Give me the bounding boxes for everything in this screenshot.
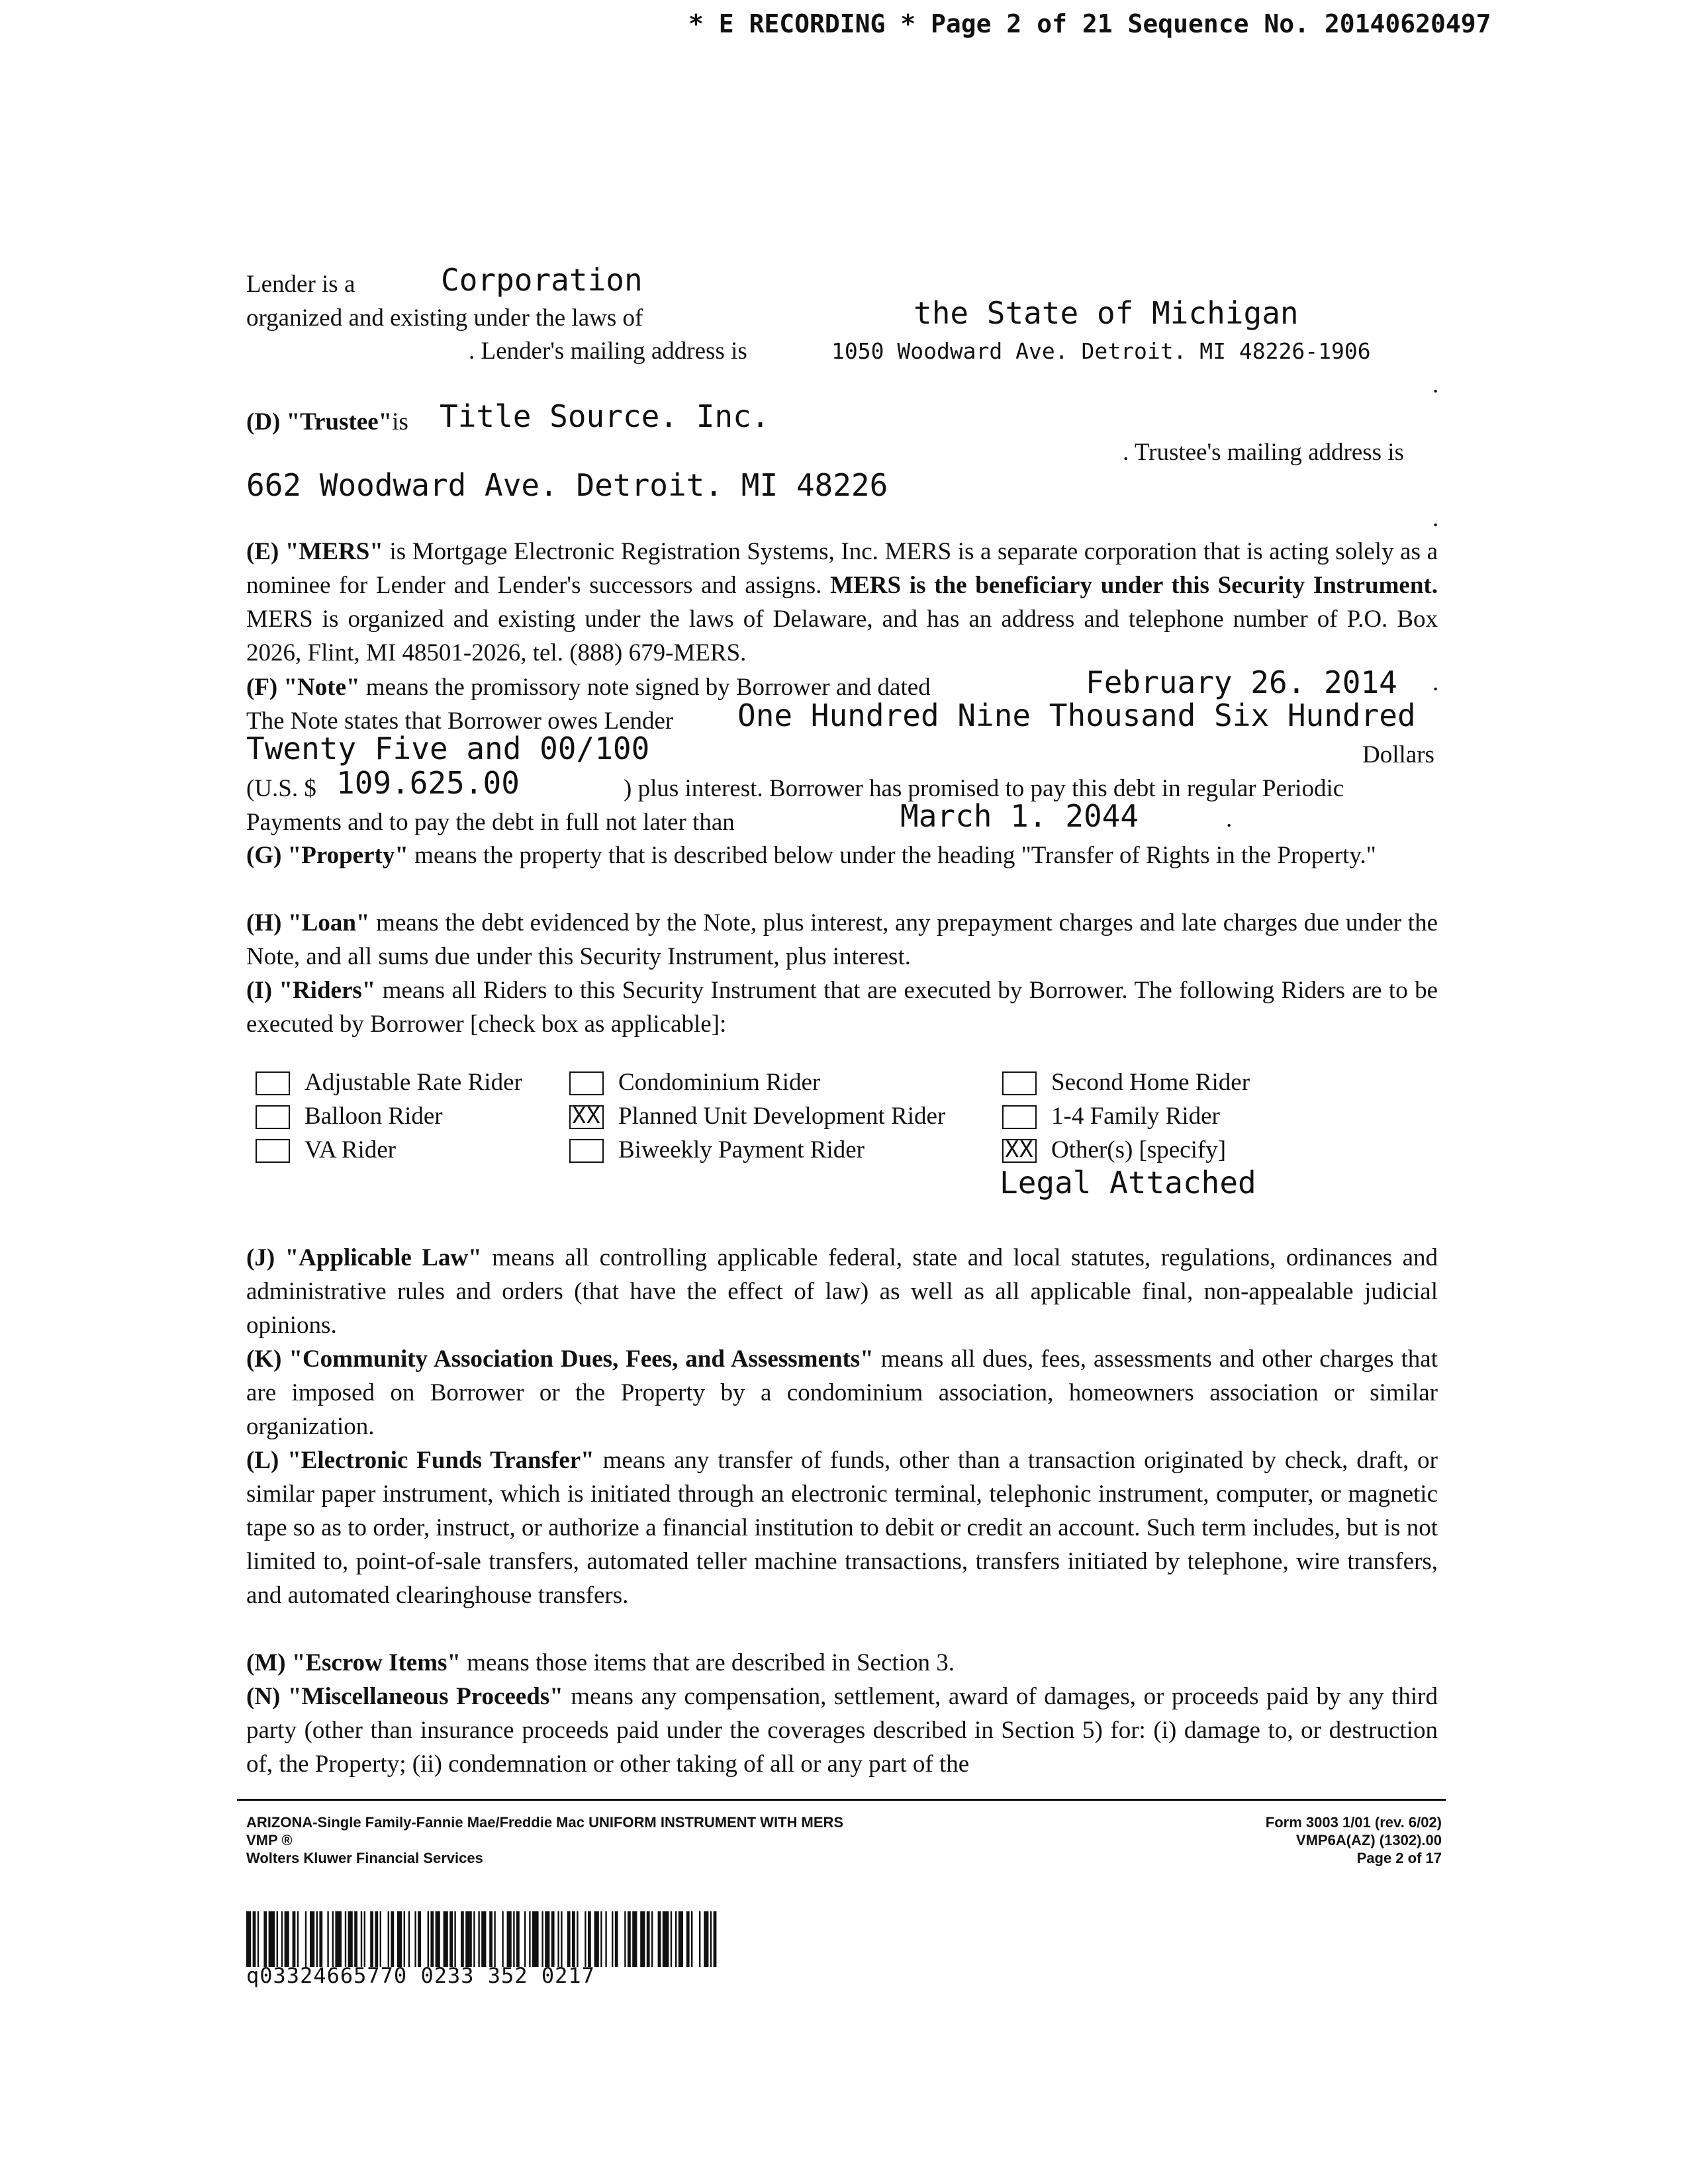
- footer-form-title: ARIZONA-Single Family-Fannie Mae/Freddie Mac UNIFORM INSTRUMENT WITH MERS: [246, 1814, 844, 1831]
- rider-label-condominium: Condominium Rider: [618, 1069, 821, 1096]
- mers-bold: MERS is the beneficiary under this Security Instrument.: [830, 572, 1438, 599]
- checkbox-balloon-rider[interactable]: [256, 1105, 290, 1129]
- community-term: (K) "Community Association Dues, Fees, and Assessments": [246, 1345, 874, 1373]
- escrow-paragraph: [246, 1646, 1438, 1680]
- lender-address: 1050 Woodward Ave. Detroit. MI 48226-1906: [831, 338, 1371, 364]
- period-mark-4: .: [1226, 805, 1233, 833]
- mers-term: (E) "MERS": [246, 538, 383, 565]
- note-payments: Payments and to pay the debt in full not later than: [246, 809, 735, 836]
- rider-label-second-home: Second Home Rider: [1051, 1069, 1250, 1096]
- rider-label-other: Other(s) [specify]: [1051, 1136, 1227, 1163]
- barcode-image: [246, 1911, 720, 1967]
- rider-label-1-4-family: 1-4 Family Rider: [1051, 1103, 1220, 1130]
- checkbox-planned-unit-development-rider[interactable]: XX: [569, 1105, 604, 1129]
- footer-page-number: Page 2 of 17: [1356, 1850, 1442, 1866]
- barcode-text: q03324665770 0233 352 0217: [246, 1963, 595, 1988]
- loan-paragraph: [246, 906, 1438, 974]
- trustee-label-d: (D): [246, 408, 281, 435]
- trustee-label: [246, 405, 408, 439]
- rider-label-balloon: Balloon Rider: [305, 1103, 443, 1130]
- checkbox-second-home-rider[interactable]: [1002, 1071, 1037, 1095]
- note-plus-interest: ) plus interest. Borrower has promised to pay this debt in regular Periodic: [624, 775, 1344, 802]
- footer-rule: [237, 1799, 1446, 1801]
- period-mark: .: [1432, 371, 1439, 398]
- applicable-law-term: (J) "Applicable Law": [246, 1244, 482, 1271]
- rider-label-biweekly-payment: Biweekly Payment Rider: [618, 1136, 865, 1163]
- loan-term: (H) "Loan": [246, 909, 370, 936]
- checkbox-1-4-family-rider[interactable]: [1002, 1105, 1037, 1129]
- checkbox-other-rider[interactable]: XX: [1002, 1139, 1037, 1163]
- applicable-law-text: means all controlling applicable federal, state and local statutes, regulations, ordinances and administrative rules and orders (that have the effect of law) as well as all applicable final, non-appealable judicial opinions.: [246, 1244, 1438, 1339]
- rider-label-va: VA Rider: [305, 1136, 397, 1163]
- trustee-address: 662 Woodward Ave. Detroit. MI 48226: [246, 467, 888, 503]
- note-amount-words-2: Twenty Five and 00/100: [246, 731, 650, 766]
- lender-lead: Lender is a: [246, 271, 355, 298]
- note-text: means the promissory note signed by Borrower and dated: [359, 674, 931, 701]
- footer-publisher: Wolters Kluwer Financial Services: [246, 1850, 483, 1866]
- property-term: (G) "Property": [246, 842, 408, 869]
- rider-label-planned-unit-development: Planned Unit Development Rider: [618, 1103, 946, 1130]
- mers-text-2: MERS is organized and existing under the laws of Delaware, and has an address and telephone number of P.O. Box 2026, Flint, MI 48501-2026, tel. (888) 679-MERS.: [246, 606, 1438, 666]
- footer-form-number: Form 3003 1/01 (rev. 6/02): [1265, 1814, 1442, 1831]
- riders-text: means all Riders to this Security Instrument that are executed by Borrower. The following Riders are to be executed by Borrower [check box as applicable]:: [246, 977, 1438, 1038]
- mers-text-1: is Mortgage Electronic Registration Systems, Inc. MERS is a separate corporation that is acting solely as a nominee for Lender and Lender's successors and assigns.: [246, 538, 1438, 599]
- trustee-mailing-label: . Trustee's mailing address is: [1123, 439, 1404, 466]
- trustee-is: is: [392, 408, 408, 435]
- note-amount-words-1: One Hundred Nine Thousand Six Hundred: [737, 698, 1416, 733]
- escrow-text: means those items that are described in Section 3.: [461, 1649, 955, 1676]
- rider-label-adjustable-rate: Adjustable Rate Rider: [305, 1069, 522, 1096]
- note-term: (F) "Note": [246, 674, 360, 701]
- period-mark-2: .: [1432, 505, 1439, 532]
- note-amount: 109.625.00: [336, 765, 520, 801]
- lender-organized: organized and existing under the laws of: [246, 304, 643, 332]
- riders-term: (I) "Riders": [246, 977, 376, 1004]
- note-owes: The Note states that Borrower owes Lender: [246, 707, 674, 735]
- note-dollars: Dollars: [1362, 741, 1434, 768]
- riders-paragraph: [246, 974, 1438, 1041]
- eft-text: means any transfer of funds, other than a transaction originated by check, draft, or similar paper instrument, which is initiated through an electronic terminal, telephonic instrument, computer, or magnetic tape so as to order, instruct, or authorize a financial institution to debit or credit an account. Such term includes, but is not limited to, point-of-sale transfers, automated teller machine transactions, transfers initiated by telephone, wire transfers, and automated clearinghouse transfers.: [246, 1447, 1438, 1609]
- property-paragraph: [246, 839, 1438, 872]
- community-text: means all dues, fees, assessments and other charges that are imposed on Borrower or the Property by a condominium association, homeowners association or similar organization.: [246, 1345, 1438, 1440]
- misc-proceeds-text: means any compensation, settlement, award of damages, or proceeds paid by any third party (other than insurance proceeds paid under the coverages described in Section 5) for: (i) damage to, or destruction of, the Property; (ii) condemnation or other taking of all or any part of the: [246, 1683, 1438, 1778]
- checkbox-condominium-rider[interactable]: [569, 1071, 604, 1095]
- eft-term: (L) "Electronic Funds Transfer": [246, 1447, 594, 1474]
- rider-other-specify: Legal Attached: [1000, 1165, 1256, 1201]
- property-text: means the property that is described below under the heading "Transfer of Rights in the Property.": [408, 842, 1376, 869]
- mers-paragraph: [246, 535, 1438, 670]
- loan-text: means the debt evidenced by the Note, plus interest, any prepayment charges and late charges due under the Note, and all sums due under this Security Instrument, plus interest.: [246, 909, 1438, 970]
- period-mark-3: .: [1432, 669, 1439, 696]
- checkbox-adjustable-rate-rider[interactable]: [256, 1071, 290, 1095]
- footer-vmp: VMP ®: [246, 1832, 293, 1848]
- eft-paragraph: [246, 1443, 1438, 1612]
- misc-proceeds-term: (N) "Miscellaneous Proceeds": [246, 1683, 563, 1710]
- lender-mailing-label: . Lender's mailing address is: [469, 338, 747, 365]
- trustee-label-term: "Trustee": [286, 408, 393, 435]
- footer-vmp-code: VMP6A(AZ) (1302).00: [1295, 1832, 1442, 1848]
- trustee-name: Title Source. Inc.: [440, 398, 770, 434]
- misc-proceeds-paragraph: [246, 1680, 1438, 1781]
- escrow-term: (M) "Escrow Items": [246, 1649, 461, 1676]
- note-maturity: March 1. 2044: [900, 798, 1139, 834]
- checkbox-biweekly-payment-rider[interactable]: [569, 1139, 604, 1163]
- applicable-law-paragraph: [246, 1241, 1438, 1342]
- checkbox-va-rider[interactable]: [256, 1139, 290, 1163]
- note-date: February 26. 2014: [1086, 664, 1397, 700]
- community-paragraph: [246, 1342, 1438, 1443]
- note-us: (U.S. $: [246, 775, 316, 802]
- lender-state: the State of Michigan: [914, 295, 1299, 331]
- recording-stamp: * E RECORDING * Page 2 of 21 Sequence No. 20140620497: [688, 9, 1491, 38]
- lender-type: Corporation: [441, 262, 643, 298]
